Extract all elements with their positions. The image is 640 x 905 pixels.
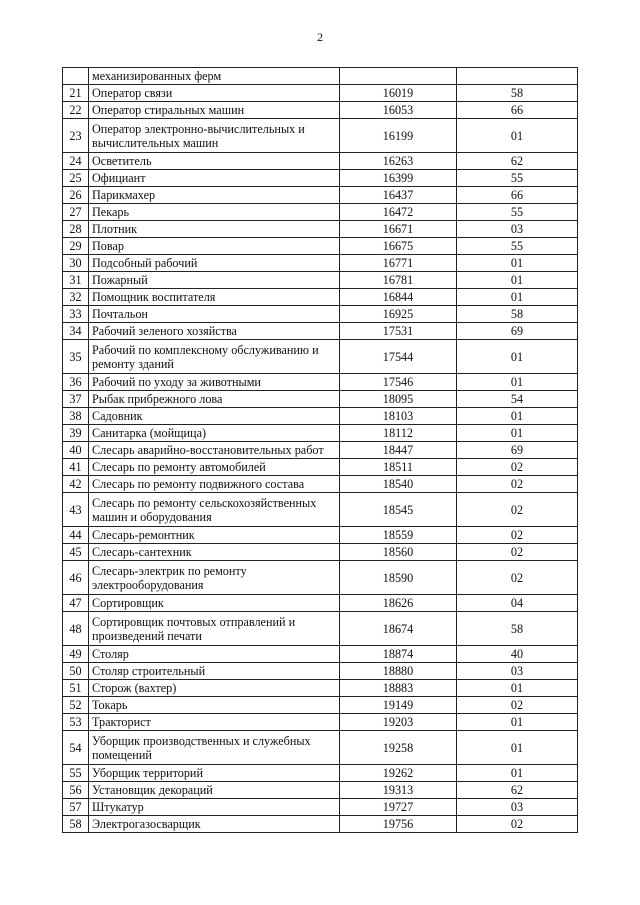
row-number-cell: 46 <box>63 561 89 595</box>
category-cell: 02 <box>457 697 578 714</box>
profession-code-cell: 18545 <box>340 493 457 527</box>
table-row <box>63 85 578 102</box>
row-number-cell: 26 <box>63 187 89 204</box>
category-cell: 02 <box>457 493 578 527</box>
profession-name-cell: Слесарь аварийно-восстановительных работ <box>89 442 340 459</box>
row-number-cell: 36 <box>63 374 89 391</box>
profession-name-cell: Санитарка (мойщица) <box>89 425 340 442</box>
row-number-cell: 58 <box>63 816 89 833</box>
profession-name-cell: Рыбак прибрежного лова <box>89 391 340 408</box>
profession-name-cell: Подсобный рабочий <box>89 255 340 272</box>
table-row <box>63 782 578 799</box>
row-number-cell: 56 <box>63 782 89 799</box>
table-row <box>63 663 578 680</box>
profession-code-cell: 16925 <box>340 306 457 323</box>
profession-code-cell: 16771 <box>340 255 457 272</box>
row-number-cell: 47 <box>63 595 89 612</box>
profession-name-cell: Пекарь <box>89 204 340 221</box>
category-cell: 69 <box>457 442 578 459</box>
row-number-cell: 21 <box>63 85 89 102</box>
row-number-cell: 28 <box>63 221 89 238</box>
category-cell: 55 <box>457 170 578 187</box>
category-cell: 01 <box>457 425 578 442</box>
profession-name-cell: Слесарь по ремонту подвижного состава <box>89 476 340 493</box>
table-row <box>63 697 578 714</box>
profession-code-cell: 19258 <box>340 731 457 765</box>
profession-name-cell: Рабочий по уходу за животными <box>89 374 340 391</box>
profession-name-cell: Осветитель <box>89 153 340 170</box>
category-cell: 03 <box>457 799 578 816</box>
category-cell: 01 <box>457 714 578 731</box>
row-number-cell: 48 <box>63 612 89 646</box>
category-cell: 58 <box>457 85 578 102</box>
profession-name-cell: Установщик декораций <box>89 782 340 799</box>
category-cell: 01 <box>457 289 578 306</box>
table-row <box>63 153 578 170</box>
profession-name-cell: Токарь <box>89 697 340 714</box>
profession-code-cell: 18559 <box>340 527 457 544</box>
profession-code-cell: 16472 <box>340 204 457 221</box>
profession-code-cell: 16844 <box>340 289 457 306</box>
row-number-cell <box>63 68 89 85</box>
table-row <box>63 765 578 782</box>
table-row <box>63 816 578 833</box>
row-number-cell: 51 <box>63 680 89 697</box>
category-cell: 01 <box>457 340 578 374</box>
category-cell: 02 <box>457 816 578 833</box>
profession-name-cell: Слесарь по ремонту автомобилей <box>89 459 340 476</box>
profession-code-cell: 16053 <box>340 102 457 119</box>
profession-code-cell: 18103 <box>340 408 457 425</box>
table-row <box>63 595 578 612</box>
row-number-cell: 39 <box>63 425 89 442</box>
category-cell: 03 <box>457 663 578 680</box>
table-row <box>63 680 578 697</box>
table-row <box>63 119 578 153</box>
profession-code-cell: 16399 <box>340 170 457 187</box>
profession-code-cell: 16671 <box>340 221 457 238</box>
category-cell: 02 <box>457 561 578 595</box>
profession-name-cell: Садовник <box>89 408 340 425</box>
table-row <box>63 527 578 544</box>
category-cell: 55 <box>457 204 578 221</box>
category-cell: 04 <box>457 595 578 612</box>
profession-name-cell: Слесарь-ремонтник <box>89 527 340 544</box>
profession-code-cell: 18112 <box>340 425 457 442</box>
category-cell: 01 <box>457 255 578 272</box>
profession-code-cell: 19203 <box>340 714 457 731</box>
category-cell: 01 <box>457 119 578 153</box>
profession-name-cell: Парикмахер <box>89 187 340 204</box>
table-row <box>63 408 578 425</box>
profession-name-cell: Почтальон <box>89 306 340 323</box>
profession-name-cell: Электрогазосварщик <box>89 816 340 833</box>
category-cell: 66 <box>457 187 578 204</box>
table-row <box>63 221 578 238</box>
profession-name-cell: Рабочий по комплексному обслуживанию и ремонту зданий <box>89 340 340 374</box>
row-number-cell: 52 <box>63 697 89 714</box>
table-row <box>63 255 578 272</box>
profession-code-cell: 16675 <box>340 238 457 255</box>
profession-name-cell: Слесарь-сантехник <box>89 544 340 561</box>
table-row <box>63 561 578 595</box>
category-cell: 55 <box>457 238 578 255</box>
profession-code-cell: 18883 <box>340 680 457 697</box>
profession-name-cell: Оператор связи <box>89 85 340 102</box>
row-number-cell: 53 <box>63 714 89 731</box>
table-row <box>63 476 578 493</box>
profession-name-cell: Рабочий зеленого хозяйства <box>89 323 340 340</box>
row-number-cell: 23 <box>63 119 89 153</box>
table-row <box>63 102 578 119</box>
table-row <box>63 323 578 340</box>
profession-code-cell: 19262 <box>340 765 457 782</box>
category-cell <box>457 68 578 85</box>
profession-name-cell: Повар <box>89 238 340 255</box>
row-number-cell: 25 <box>63 170 89 187</box>
row-number-cell: 31 <box>63 272 89 289</box>
profession-name-cell: Оператор стиральных машин <box>89 102 340 119</box>
table-row <box>63 544 578 561</box>
profession-code-cell: 18095 <box>340 391 457 408</box>
profession-name-cell: Сторож (вахтер) <box>89 680 340 697</box>
profession-name-cell: Уборщик территорий <box>89 765 340 782</box>
profession-name-cell: Сортировщик почтовых отправлений и произведений печати <box>89 612 340 646</box>
profession-code-cell: 19149 <box>340 697 457 714</box>
category-cell: 01 <box>457 272 578 289</box>
category-cell: 01 <box>457 765 578 782</box>
category-cell: 02 <box>457 544 578 561</box>
table-row <box>63 170 578 187</box>
profession-name-cell: Пожарный <box>89 272 340 289</box>
profession-name-cell: Слесарь по ремонту сельскохозяйственных машин и оборудования <box>89 493 340 527</box>
profession-code-cell: 18511 <box>340 459 457 476</box>
profession-code-cell: 18590 <box>340 561 457 595</box>
profession-name-cell: Слесарь-электрик по ремонту электрооборудования <box>89 561 340 595</box>
category-cell: 01 <box>457 731 578 765</box>
table-row <box>63 612 578 646</box>
profession-name-cell: Сортировщик <box>89 595 340 612</box>
table-row <box>63 459 578 476</box>
row-number-cell: 54 <box>63 731 89 765</box>
profession-code-cell: 18560 <box>340 544 457 561</box>
profession-code-cell: 18880 <box>340 663 457 680</box>
professions-table-body <box>63 68 578 833</box>
row-number-cell: 27 <box>63 204 89 221</box>
table-row <box>63 340 578 374</box>
table-row <box>63 238 578 255</box>
table-row <box>63 425 578 442</box>
profession-code-cell: 16781 <box>340 272 457 289</box>
profession-code-cell: 18626 <box>340 595 457 612</box>
category-cell: 03 <box>457 221 578 238</box>
profession-code-cell: 16019 <box>340 85 457 102</box>
category-cell: 01 <box>457 374 578 391</box>
category-cell: 69 <box>457 323 578 340</box>
row-number-cell: 24 <box>63 153 89 170</box>
category-cell: 40 <box>457 646 578 663</box>
profession-name-cell: Столяр <box>89 646 340 663</box>
profession-code-cell: 18540 <box>340 476 457 493</box>
row-number-cell: 43 <box>63 493 89 527</box>
category-cell: 62 <box>457 782 578 799</box>
table-row <box>63 731 578 765</box>
profession-name-cell: Тракторист <box>89 714 340 731</box>
table-row <box>63 714 578 731</box>
profession-code-cell: 18447 <box>340 442 457 459</box>
table-row <box>63 272 578 289</box>
category-cell: 58 <box>457 306 578 323</box>
profession-name-cell: Официант <box>89 170 340 187</box>
table-row <box>63 391 578 408</box>
profession-code-cell: 16199 <box>340 119 457 153</box>
row-number-cell: 35 <box>63 340 89 374</box>
category-cell: 58 <box>457 612 578 646</box>
category-cell: 01 <box>457 680 578 697</box>
category-cell: 66 <box>457 102 578 119</box>
table-row <box>63 306 578 323</box>
profession-code-cell <box>340 68 457 85</box>
profession-code-cell: 19756 <box>340 816 457 833</box>
profession-name-cell: Плотник <box>89 221 340 238</box>
table-row <box>63 493 578 527</box>
profession-code-cell: 19313 <box>340 782 457 799</box>
table-row <box>63 204 578 221</box>
page-number: 2 <box>317 30 323 44</box>
profession-code-cell: 17531 <box>340 323 457 340</box>
table-row <box>63 187 578 204</box>
row-number-cell: 50 <box>63 663 89 680</box>
row-number-cell: 22 <box>63 102 89 119</box>
professions-table <box>62 67 578 833</box>
row-number-cell: 32 <box>63 289 89 306</box>
category-cell: 01 <box>457 408 578 425</box>
category-cell: 02 <box>457 476 578 493</box>
profession-code-cell: 17546 <box>340 374 457 391</box>
row-number-cell: 40 <box>63 442 89 459</box>
profession-name-cell: Штукатур <box>89 799 340 816</box>
row-number-cell: 57 <box>63 799 89 816</box>
table-row <box>63 289 578 306</box>
profession-name-cell: Помощник воспитателя <box>89 289 340 306</box>
table-row <box>63 374 578 391</box>
table-row <box>63 442 578 459</box>
row-number-cell: 38 <box>63 408 89 425</box>
table-row <box>63 68 578 85</box>
row-number-cell: 44 <box>63 527 89 544</box>
profession-name-cell: Столяр строительный <box>89 663 340 680</box>
profession-code-cell: 16437 <box>340 187 457 204</box>
profession-code-cell: 18874 <box>340 646 457 663</box>
category-cell: 02 <box>457 527 578 544</box>
row-number-cell: 34 <box>63 323 89 340</box>
row-number-cell: 29 <box>63 238 89 255</box>
row-number-cell: 45 <box>63 544 89 561</box>
category-cell: 54 <box>457 391 578 408</box>
profession-name-cell: Уборщик производственных и служебных помещений <box>89 731 340 765</box>
profession-code-cell: 17544 <box>340 340 457 374</box>
profession-name-cell: Оператор электронно-вычислительных и вычислительных машин <box>89 119 340 153</box>
row-number-cell: 41 <box>63 459 89 476</box>
row-number-cell: 33 <box>63 306 89 323</box>
table-row <box>63 646 578 663</box>
row-number-cell: 30 <box>63 255 89 272</box>
profession-code-cell: 16263 <box>340 153 457 170</box>
category-cell: 02 <box>457 459 578 476</box>
profession-name-cell: механизированных ферм <box>89 68 340 85</box>
table-row <box>63 799 578 816</box>
row-number-cell: 55 <box>63 765 89 782</box>
row-number-cell: 49 <box>63 646 89 663</box>
row-number-cell: 37 <box>63 391 89 408</box>
profession-code-cell: 19727 <box>340 799 457 816</box>
profession-code-cell: 18674 <box>340 612 457 646</box>
row-number-cell: 42 <box>63 476 89 493</box>
category-cell: 62 <box>457 153 578 170</box>
